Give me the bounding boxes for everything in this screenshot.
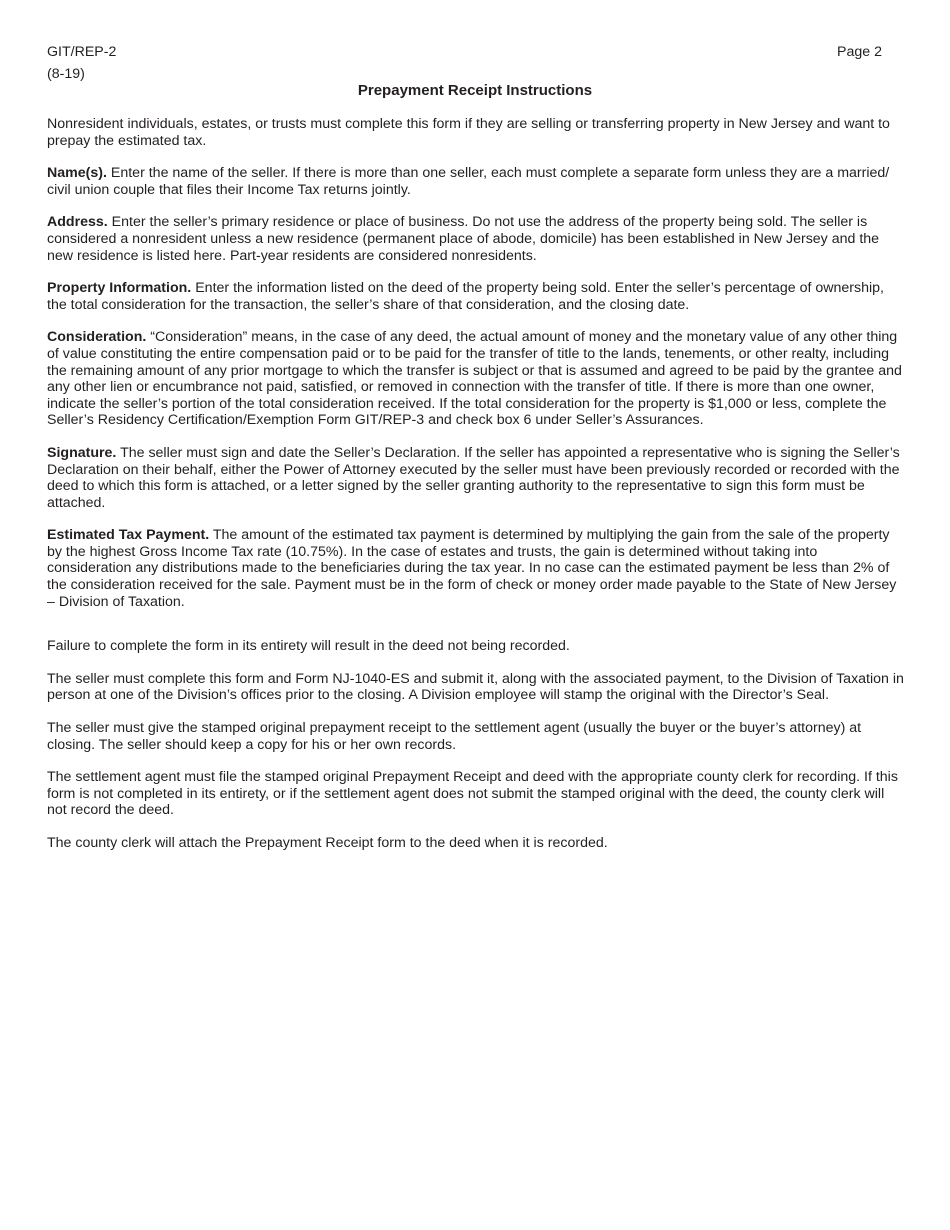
section-property-information xyxy=(47,280,905,313)
intro-paragraph: Nonresident individuals, estates, or trusts must complete this form if they are selling or transferring property in New Jersey and want to prepay the estimated tax. xyxy=(47,116,890,149)
section-heading: Address. xyxy=(47,214,108,231)
section-heading: Signature. xyxy=(47,444,117,461)
page-title: Prepayment Receipt Instructions xyxy=(357,82,593,99)
section-signature xyxy=(47,445,905,511)
section-heading: Property Information. xyxy=(47,280,192,297)
section-names xyxy=(47,165,905,198)
section-text: “Consideration” means, in the case of any deed, the actual amount of money and the monetary value of any other thing of value constituting the entire compensation paid or to be paid for the transfer of title to the lands, tenements, or other realty, including the remaining amount of any prior mortgage to which the transfer is subject or that is assumed and agreed to be paid by the grantee and any other lien or encumbrance not paid, satisfied, or removed in connection with the transfer of title. If there is more than one owner, indicate the seller’s portion of the total consideration received. If the total consideration for the property is $1,000 or less, complete the Seller’s Residency Certification/Exemption Form GIT/REP-3 and check box 6 under Seller’s Assurances. xyxy=(47,329,902,429)
section-heading: Consideration. xyxy=(47,329,147,346)
section-text: The amount of the estimated tax payment is determined by multiplying the gain from the sale of the property by the highest Gross Income Tax rate (10.75%). In the case of estates and trusts, the gain is determined without taking into consideration any distributions made to the beneficiaries during the tax year. In no case can the estimated payment be less than 2% of the consideration received for the sale. Payment must be in the form of check or money order made payable to the State of New Jersey – Division of Taxation. xyxy=(47,527,897,610)
note-paragraph: The county clerk will attach the Prepayment Receipt form to the deed when it is recorded. xyxy=(47,835,608,851)
section-heading: Name(s). xyxy=(47,165,107,182)
section-estimated-tax-payment xyxy=(47,527,905,610)
page-number: Page 2 xyxy=(837,44,882,60)
section-consideration xyxy=(47,329,905,429)
note-paragraph: The seller must complete this form and Form NJ-1040-ES and submit it, along with the associated payment, to the Division of Taxation in person at one of the Division’s offices prior to the closing. A Division employee will stamp the original with the Director’s Seal. xyxy=(47,670,904,704)
section-text: Enter the information listed on the deed of the property being sold. Enter the seller’s percentage of ownership, the total consideration for the transaction, the seller’s share of that consideration, and the closing date. xyxy=(47,280,884,313)
form-id: GIT/REP-2 xyxy=(47,44,117,60)
section-text: Enter the seller’s primary residence or place of business. Do not use the address of the property being sold. The seller is considered a nonresident unless a new residence (permanent place of abode, domicile) has been established in New Jersey and the new residence is listed here. Part-year residents are considered nonresidents. xyxy=(47,214,880,264)
note-paragraph: Failure to complete the form in its entirety will result in the deed not being recorded. xyxy=(47,638,570,655)
section-text: The seller must sign and date the Seller’s Declaration. If the seller has appointed a representative who is signing the Seller’s Declaration on their behalf, either the Power of Attorney executed by the seller must have been previously recorded or recorded with the deed to which this form is attached, or a letter signed by the seller granting authority to the representative to sign this form must be attached. xyxy=(47,444,900,511)
instructions-body xyxy=(47,116,905,868)
note-paragraph: The settlement agent must file the stamped original Prepayment Receipt and deed with the appropriate county clerk for recording. If this form is not completed in its entirety, or if the settlement agent does not submit the stamped original with the deed, the county clerk will not record the deed. xyxy=(47,769,898,819)
note-paragraph: The seller must give the stamped original prepayment receipt to the settlement agent (usually the buyer or the buyer’s attorney) at closing. The seller should keep a copy for his or her own records. xyxy=(47,720,862,753)
section-address xyxy=(47,214,905,264)
form-revision: (8-19) xyxy=(47,66,85,82)
section-heading: Estimated Tax Payment. xyxy=(47,527,210,544)
section-text: Enter the name of the seller. If there is more than one seller, each must complete a separate form unless they are a married/ civil union couple that files their Income Tax returns jointly. xyxy=(47,165,890,198)
